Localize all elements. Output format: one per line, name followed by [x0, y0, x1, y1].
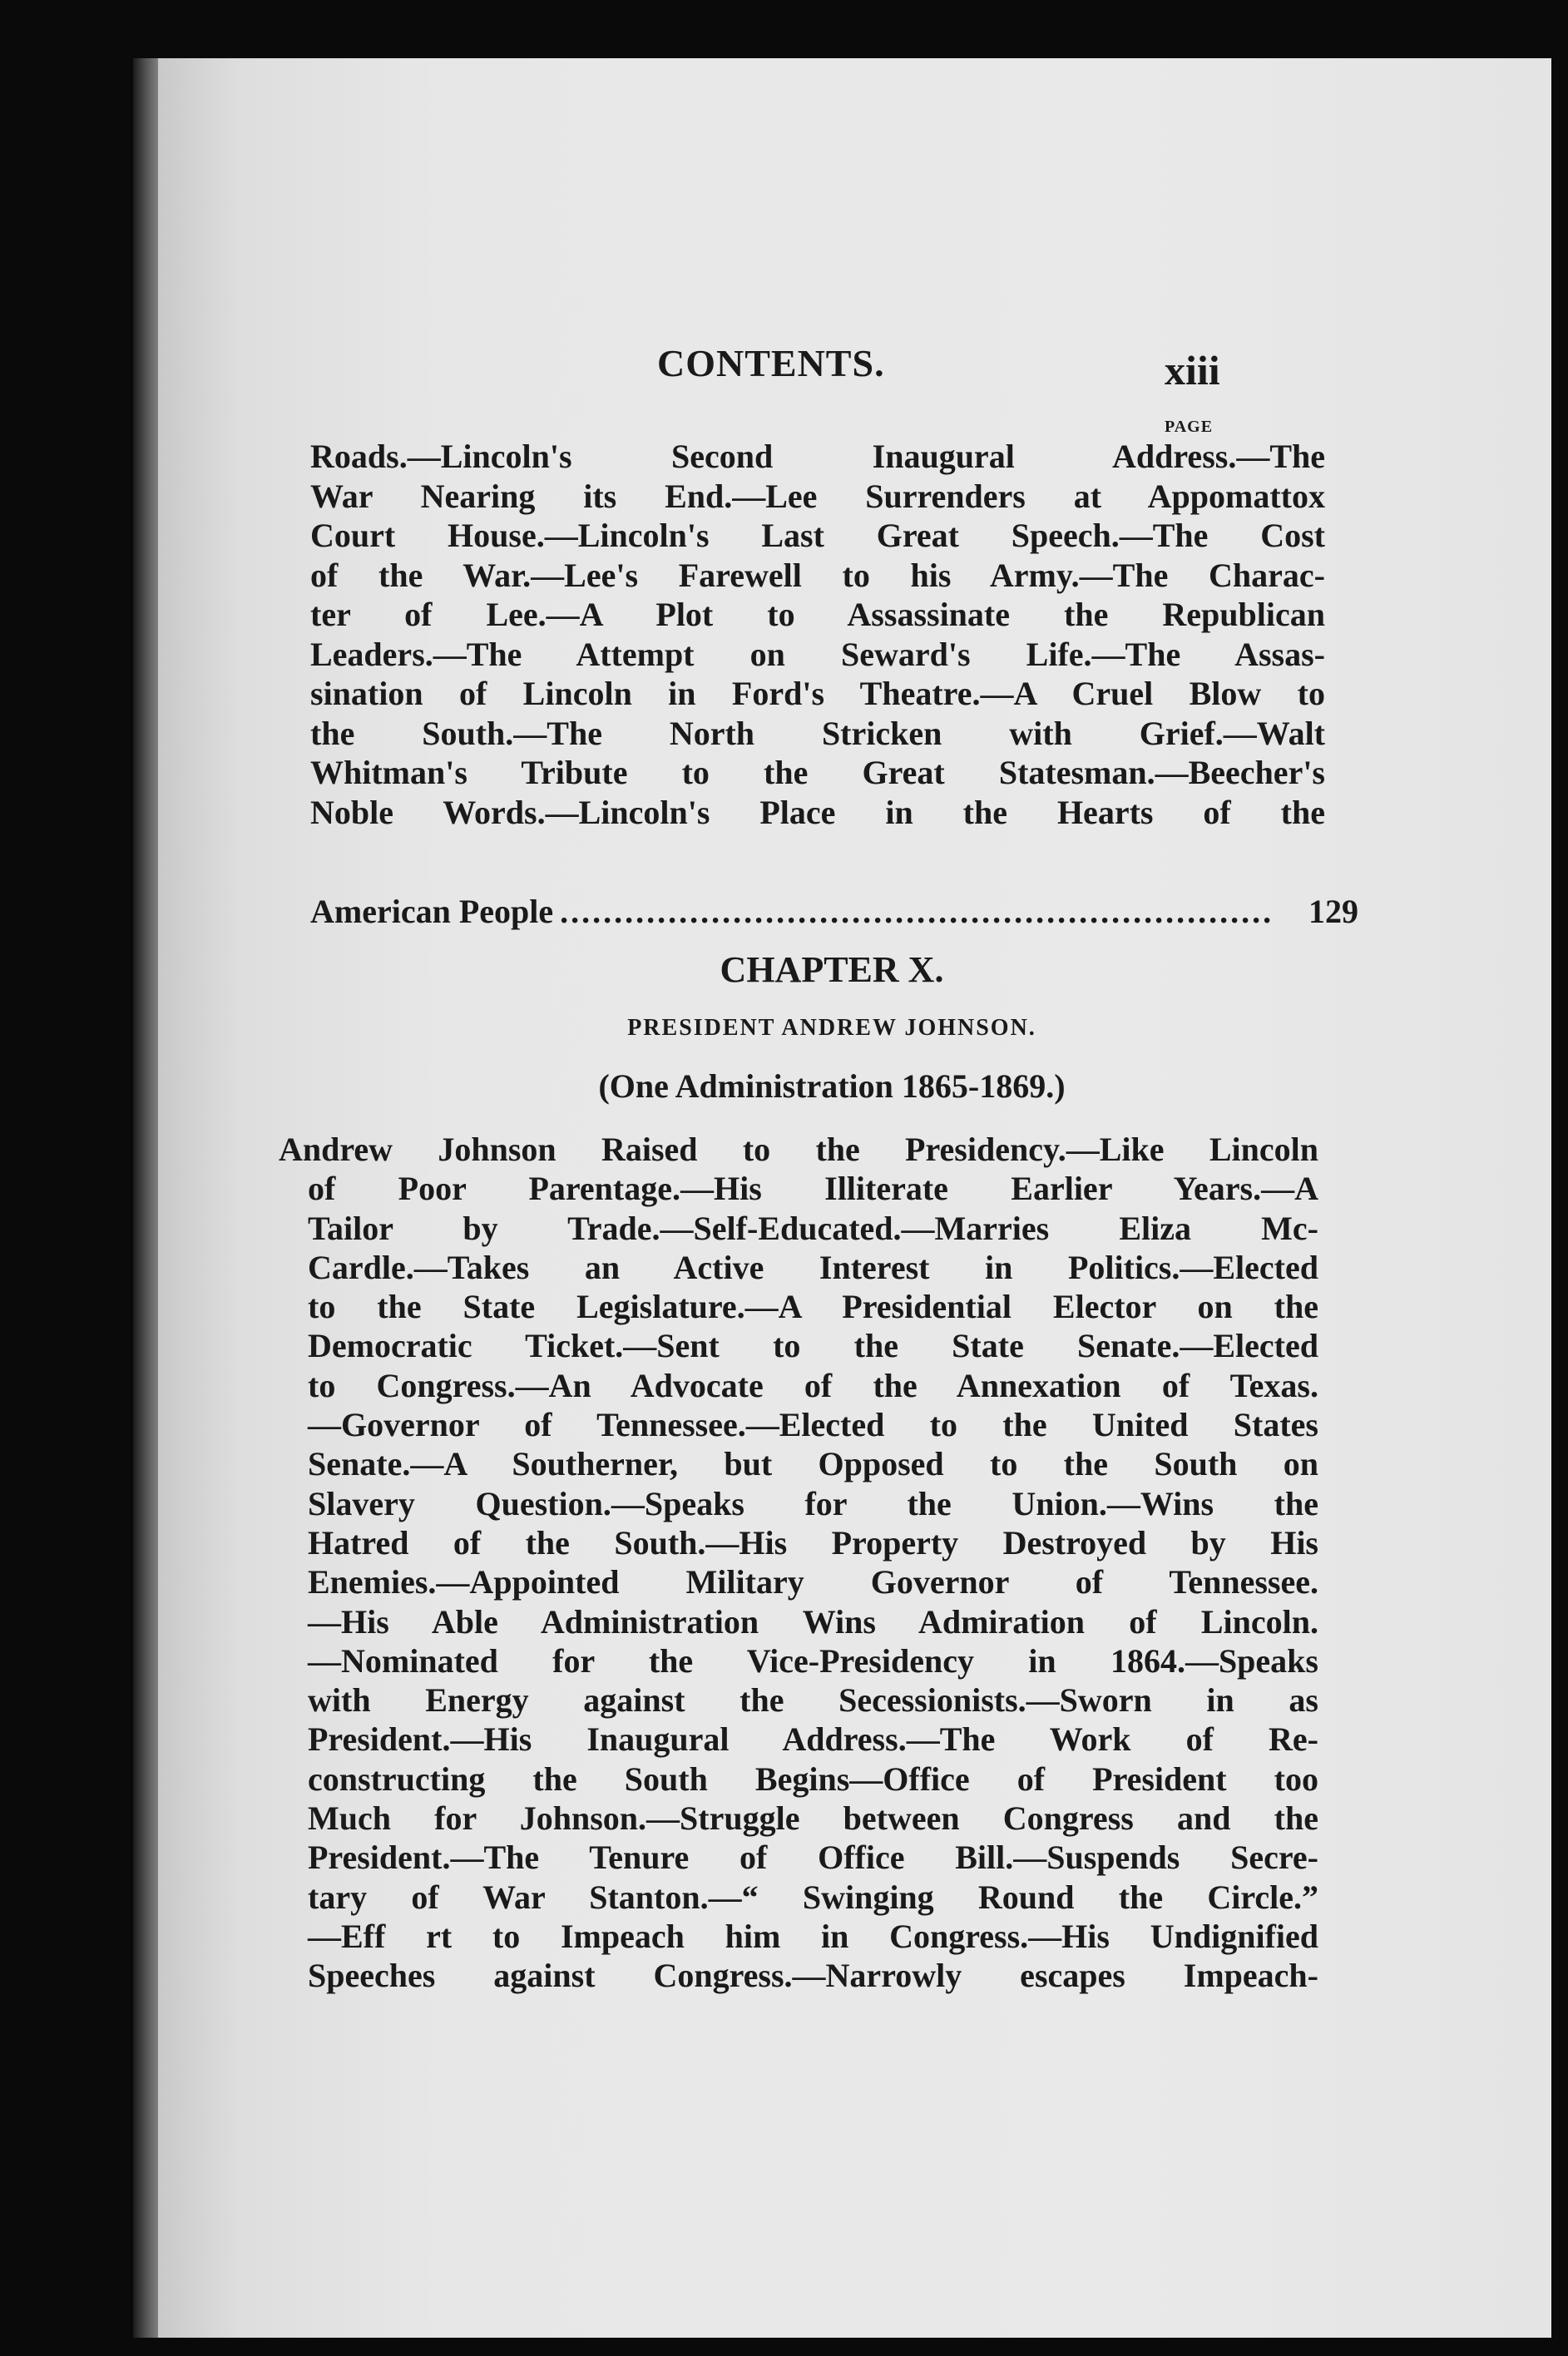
entry-line: ter of Lee.—A Plot to Assassinate the Republican [310, 596, 1325, 633]
synopsis-line: constructing the South Begins—Office of President too [308, 1760, 1318, 1798]
dot-leader: .................................................................. [560, 893, 1274, 930]
entry-line: the South.—The North Stricken with Grief.—Walt [310, 714, 1325, 752]
entry-line: Noble Words.—Lincoln's Place in the Hearts of the [310, 793, 1325, 831]
chapter-subtitle: (One Administration 1865-1869.) [598, 1067, 1066, 1105]
synopsis-line: President.—The Tenure of Office Bill.—Suspends Secre- [308, 1839, 1318, 1877]
chapter-title: PRESIDENT ANDREW JOHNSON. [627, 1015, 1036, 1041]
entry-line: War Nearing its End.—Lee Surrenders at Appomattox [310, 477, 1325, 515]
chapter-synopsis [279, 1130, 1318, 1996]
page-folio: xiii [1165, 347, 1220, 393]
synopsis-line: —Governor of Tennessee.—Elected to the United States [308, 1406, 1318, 1444]
synopsis-line: tary of War Stanton.—“ Swinging Round the Circle.” [308, 1878, 1318, 1916]
synopsis-line: Democratic Ticket.—Sent to the State Senate.—Elected [308, 1327, 1318, 1365]
book-page [158, 58, 1551, 2338]
entry-line: sination of Lincoln in Ford's Theatre.—A Cruel Blow to [310, 675, 1325, 712]
entry-page-number: 129 [1308, 893, 1358, 930]
entry-last-line [310, 892, 1358, 933]
running-title: CONTENTS. [657, 342, 885, 384]
synopsis-line: —Eff rt to Impeach him in Congress.—His Undignified [308, 1917, 1318, 1955]
chapter-heading: CHAPTER X. [720, 949, 944, 990]
synopsis-line: Senate.—A Southerner, but Opposed to the South on [308, 1445, 1318, 1483]
synopsis-line: Slavery Question.—Speaks for the Union.—Wins the [308, 1484, 1318, 1522]
synopsis-line: Tailor by Trade.—Self-Educated.—Marries Eliza Mc- [308, 1209, 1318, 1247]
synopsis-line: Speeches against Congress.—Narrowly escapes Impeach- [308, 1957, 1318, 1995]
continued-contents-entry [310, 437, 1325, 832]
synopsis-line: to Congress.—An Advocate of the Annexation of Texas. [308, 1366, 1318, 1404]
synopsis-line: of Poor Parentage.—His Illiterate Earlier Years.—A [308, 1170, 1318, 1208]
entry-line: Leaders.—The Attempt on Seward's Life.—The Assas- [310, 635, 1325, 673]
synopsis-line: —Nominated for the Vice-Presidency in 1864.—Speaks [308, 1641, 1318, 1680]
synopsis-line: Much for Johnson.—Struggle between Congress and the [308, 1799, 1318, 1838]
synopsis-line: President.—His Inaugural Address.—The Work of Re- [308, 1720, 1318, 1759]
entry-line: of the War.—Lee's Farewell to his Army.—The Charac- [310, 556, 1325, 594]
synopsis-line: Andrew Johnson Raised to the Presidency.—Like Lincoln [279, 1131, 1318, 1168]
synopsis-line: to the State Legislature.—A Presidential Elector on the [308, 1288, 1318, 1326]
synopsis-line: with Energy against the Secessionists.—Sworn in as [308, 1681, 1318, 1720]
synopsis-line: Hatred of the South.—His Property Destroyed by His [308, 1523, 1318, 1562]
entry-last-text: American People [310, 893, 554, 930]
entry-line: Whitman's Tribute to the Great Statesman.—Beecher's [310, 754, 1325, 791]
running-head [158, 341, 1551, 408]
entry-line: Roads.—Lincoln's Second Inaugural Address.—The [310, 438, 1325, 475]
entry-line: Court House.—Lincoln's Last Great Speech.—The Cost [310, 517, 1325, 554]
synopsis-line: Enemies.—Appointed Military Governor of Tennessee. [308, 1563, 1318, 1601]
synopsis-line: Cardle.—Takes an Active Interest in Politics.—Elected [308, 1248, 1318, 1286]
page-column-label: PAGE [1165, 418, 1214, 436]
synopsis-line: —His Able Administration Wins Admiration of Lincoln. [308, 1602, 1318, 1641]
